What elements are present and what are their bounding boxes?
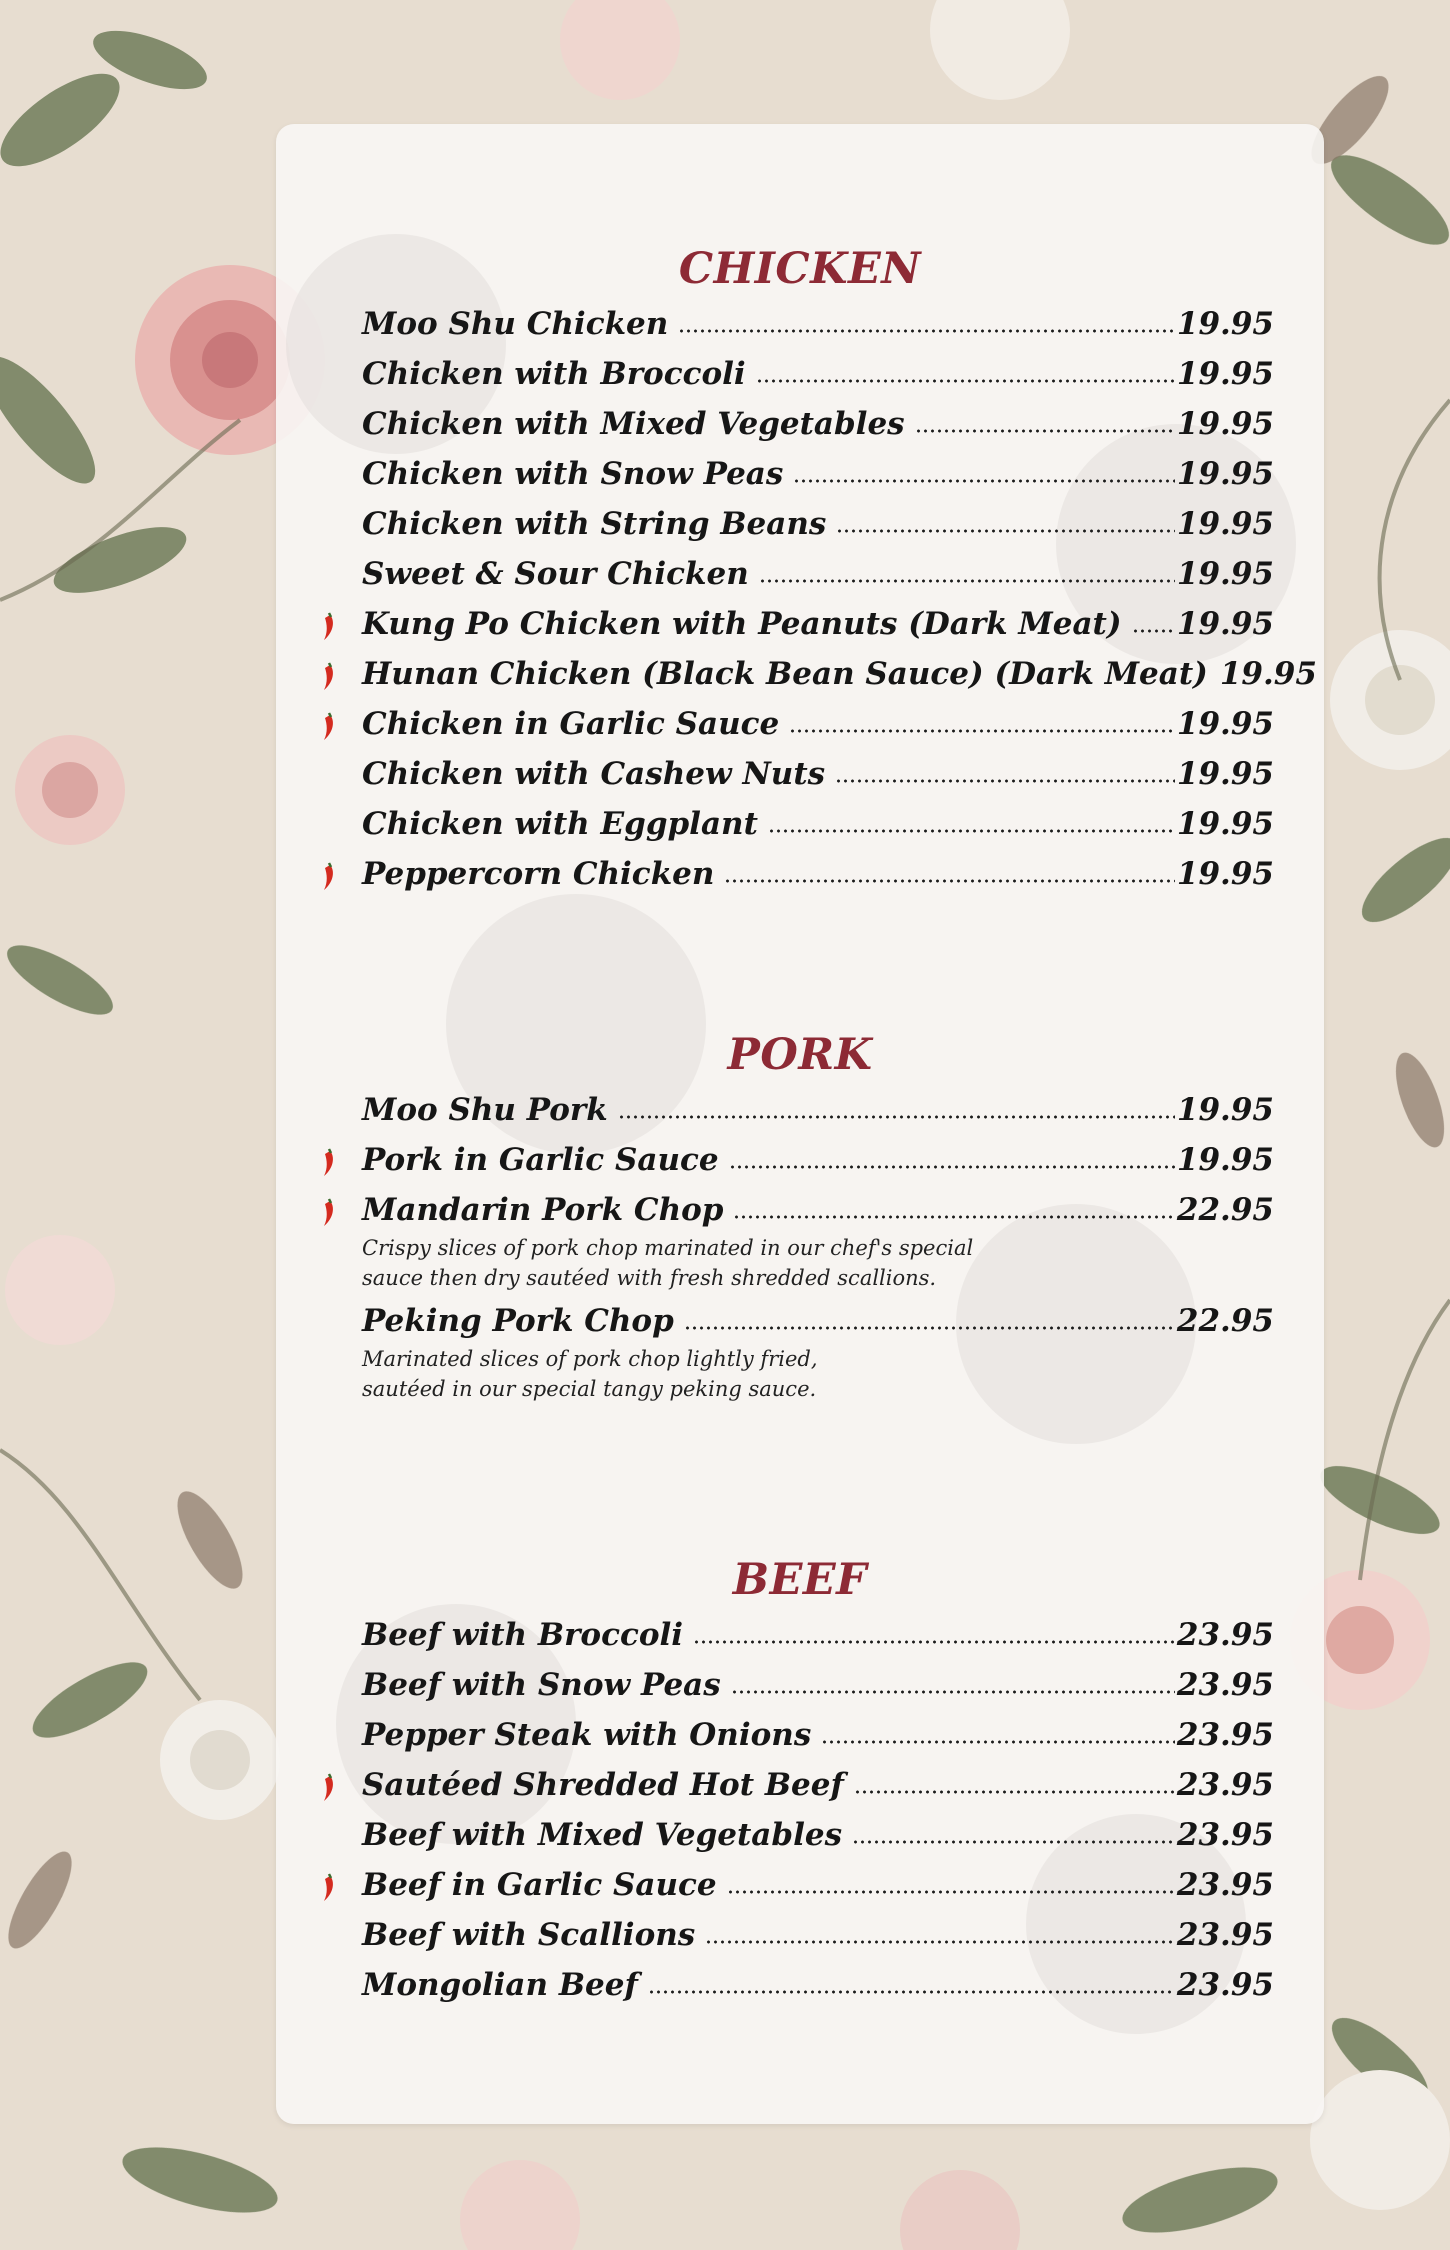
item-name: Beef with Broccoli: [362, 1617, 684, 1653]
item-name: Chicken with Mixed Vegetables: [362, 406, 905, 442]
dot-leader: [693, 1640, 1175, 1644]
item-name: Chicken with Eggplant: [362, 806, 758, 842]
item-name: Hunan Chicken (Black Bean Sauce) (Dark Meat): [362, 656, 1208, 692]
item-price: 23.95: [1176, 1617, 1274, 1653]
menu-item: [362, 1967, 1274, 2009]
item-name: Chicken with Snow Peas: [362, 456, 784, 492]
chili-pepper-icon: [318, 1873, 340, 1903]
menu-item: [362, 556, 1274, 598]
item-price: 22.95: [1176, 1192, 1274, 1228]
item-name: Peppercorn Chicken: [362, 856, 715, 892]
dot-leader: [768, 829, 1175, 833]
menu-item: [362, 456, 1274, 498]
menu-item: [362, 356, 1274, 398]
description-line: Marinated slices of pork chop lightly fried,: [362, 1347, 818, 1371]
item-price: 19.95: [1176, 756, 1274, 792]
item-price: 19.95: [1176, 856, 1274, 892]
item-price: 19.95: [1176, 506, 1274, 542]
item-price: 19.95: [1176, 406, 1274, 442]
item-price: 19.95: [1176, 456, 1274, 492]
item-price: 23.95: [1176, 1917, 1274, 1953]
item-price: 19.95: [1176, 606, 1274, 642]
dot-leader: [731, 1690, 1175, 1694]
dot-leader: [724, 879, 1174, 883]
item-name: Moo Shu Pork: [362, 1092, 608, 1128]
menu-item: [362, 1303, 1274, 1345]
menu-item: [362, 506, 1274, 548]
item-price: 19.95: [1176, 806, 1274, 842]
item-name: Mandarin Pork Chop: [362, 1192, 724, 1228]
menu-item: [362, 806, 1274, 848]
item-name: Beef with Snow Peas: [362, 1667, 721, 1703]
dot-leader: [915, 429, 1175, 433]
item-name: Chicken in Garlic Sauce: [362, 706, 780, 742]
dot-leader: [759, 579, 1175, 583]
chili-pepper-icon: [318, 662, 340, 692]
item-name: Pork in Garlic Sauce: [362, 1142, 719, 1178]
item-name: Peking Pork Chop: [362, 1303, 674, 1339]
item-name: Mongolian Beef: [362, 1967, 638, 2003]
dot-leader: [852, 1840, 1175, 1844]
item-price: 19.95: [1176, 1092, 1274, 1128]
dot-leader: [793, 479, 1175, 483]
item-price: 23.95: [1176, 1817, 1274, 1853]
dot-leader: [836, 529, 1175, 533]
item-name: Chicken with Cashew Nuts: [362, 756, 826, 792]
item-name: Chicken with Broccoli: [362, 356, 746, 392]
item-price: 23.95: [1176, 1667, 1274, 1703]
item-name: Sweet & Sour Chicken: [362, 556, 749, 592]
menu-item: [362, 756, 1274, 798]
menu-item: [362, 1092, 1274, 1134]
menu-item: [362, 1192, 1274, 1234]
chili-pepper-icon: [318, 712, 340, 742]
dot-leader: [648, 1990, 1175, 1994]
dot-leader: [727, 1890, 1175, 1894]
menu-item: [362, 1667, 1274, 1709]
chicken-section-title: CHICKEN: [678, 244, 922, 294]
dot-leader: [678, 329, 1175, 333]
dot-leader: [835, 779, 1175, 783]
item-name: Pepper Steak with Onions: [362, 1717, 812, 1753]
item-name: Chicken with String Beans: [362, 506, 827, 542]
item-name: Kung Po Chicken with Peanuts (Dark Meat): [362, 606, 1122, 642]
dot-leader: [1132, 629, 1175, 633]
menu-item: [362, 306, 1274, 348]
menu-item: [362, 1817, 1274, 1859]
item-price: 22.95: [1176, 1303, 1274, 1339]
dot-leader: [705, 1940, 1175, 1944]
menu-item: [362, 1767, 1274, 1809]
item-price: 23.95: [1176, 1967, 1274, 2003]
chili-pepper-icon: [318, 1148, 340, 1178]
chili-pepper-icon: [318, 1198, 340, 1228]
pork-section-title: PORK: [727, 1030, 873, 1080]
description-line: Crispy slices of pork chop marinated in our chef's special: [362, 1236, 974, 1260]
item-price: 23.95: [1176, 1767, 1274, 1803]
dot-leader: [733, 1215, 1174, 1219]
item-price: 19.95: [1176, 306, 1274, 342]
item-price: 23.95: [1176, 1867, 1274, 1903]
menu-item: [362, 1917, 1274, 1959]
item-price: 19.95: [1176, 556, 1274, 592]
item-name: Beef with Scallions: [362, 1917, 696, 1953]
item-description: [362, 1233, 982, 1293]
menu-item: [362, 856, 1274, 898]
menu-item: [362, 1717, 1274, 1759]
item-price: 19.95: [1176, 1142, 1274, 1178]
item-name: Moo Shu Chicken: [362, 306, 669, 342]
dot-leader: [618, 1115, 1175, 1119]
dot-leader: [789, 729, 1175, 733]
dot-leader: [854, 1790, 1175, 1794]
item-description: [362, 1344, 982, 1404]
description-line: sautéed in our special tangy peking sauce.: [362, 1377, 817, 1401]
item-price: 23.95: [1176, 1717, 1274, 1753]
menu-item: [362, 1142, 1274, 1184]
item-name: Sautéed Shredded Hot Beef: [362, 1767, 844, 1803]
chili-pepper-icon: [318, 1773, 340, 1803]
menu-item: [362, 656, 1317, 698]
description-line: sauce then dry sautéed with fresh shredded scallions.: [362, 1266, 937, 1290]
menu-item: [362, 606, 1274, 648]
menu-item: [362, 706, 1274, 748]
dot-leader: [756, 379, 1175, 383]
menu-item: [362, 1867, 1274, 1909]
item-price: 19.95: [1176, 356, 1274, 392]
dot-leader: [729, 1165, 1175, 1169]
item-name: Beef with Mixed Vegetables: [362, 1817, 843, 1853]
chili-pepper-icon: [318, 862, 340, 892]
chili-pepper-icon: [318, 612, 340, 642]
item-price: 19.95: [1176, 706, 1274, 742]
beef-section-title: BEEF: [732, 1555, 868, 1605]
menu-item: [362, 1617, 1274, 1659]
menu-item: [362, 406, 1274, 448]
item-name: Beef in Garlic Sauce: [362, 1867, 717, 1903]
item-price: 19.95: [1219, 656, 1317, 692]
dot-leader: [821, 1740, 1175, 1744]
dot-leader: [684, 1326, 1175, 1330]
